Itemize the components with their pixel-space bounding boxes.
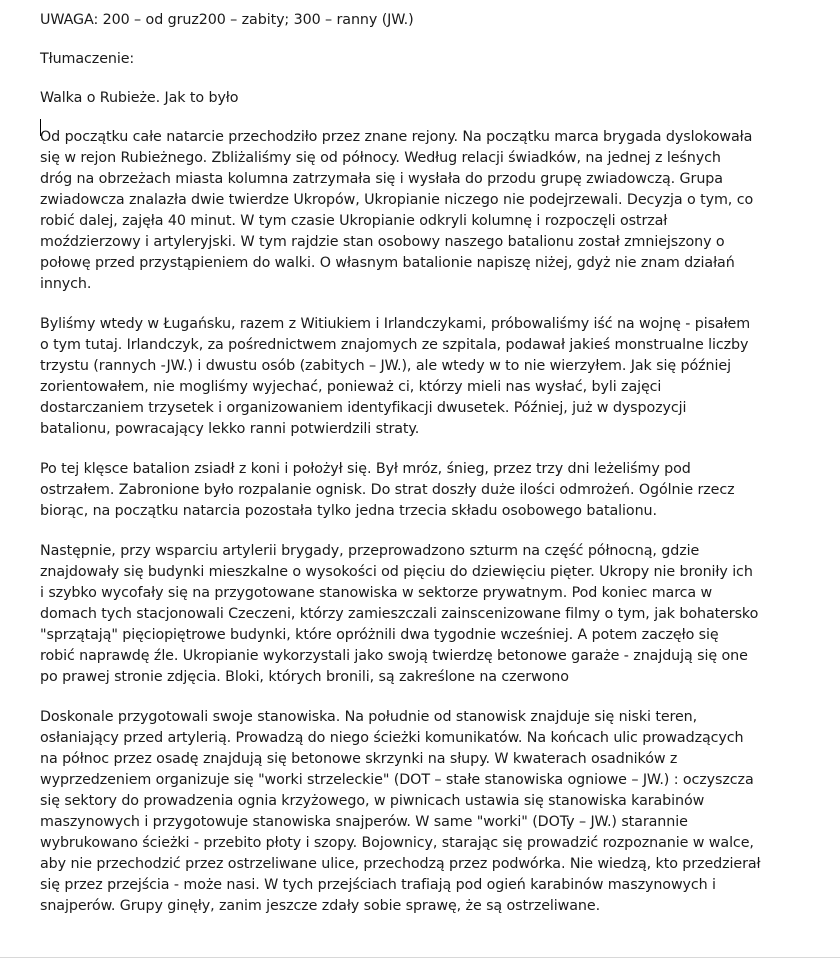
paragraph-line: zwiadowcza znalazła dwie twierdze Ukropów, Ukropianie niczego nie podejrzewali. Decyzja o tym, co — [40, 192, 754, 208]
paragraph-line: innych. — [40, 276, 92, 292]
paragraph-line: dostarczaniem trzysetek i organizowaniem identyfikacji dwusetek. Później, już w dyspozycji — [40, 400, 687, 416]
paragraph-line: zorientowałem, nie mogliśmy wyjechać, ponieważ ci, którzy mieli nas wysłać, byli zajęci — [40, 379, 662, 395]
paragraph-line: Byliśmy wtedy w Ługańsku, razem z Witiukiem i Irlandczykami, próbowaliśmy iść na wojnę - pisałem — [40, 316, 751, 332]
document-body[interactable] — [40, 10, 800, 917]
paragraph-line: Od początku całe natarcie przechodziło przez znane rejony. Na początku marca brygada dyslokowała — [40, 129, 753, 145]
paragraph-line: wybrukowano ścieżki - przebito płoty i szopy. Bojownicy, starając się prowadzić rozpoznanie w walce, — [40, 835, 754, 851]
paragraph-line: maszynowych i przygotowuje stanowiska snajperów. W same "worki" (DOTy – JW.) starannie — [40, 814, 688, 830]
paragraph-line: Następnie, przy wsparciu artylerii brygady, przeprowadzono szturm na część północną, gdzie — [40, 543, 700, 559]
paragraph-line: połowę przed przystąpieniem do walki. O własnym batalionie napiszę niżej, gdyż nie znam działań — [40, 255, 735, 271]
page-bottom-divider — [0, 957, 840, 958]
paragraph-line: snajperów. Grupy ginęły, zanim jeszcze zdały sobie sprawę, że są ostrzeliwane. — [40, 898, 601, 914]
paragraph-line: osłaniający przed artylerią. Prowadzą do niego ścieżki komunikatów. Na końcach ulic prowadzących — [40, 730, 744, 746]
paragraph-line: się przez przejścia - może nasi. W tych przejściach trafiają pod ogień karabinów maszynowych i — [40, 877, 716, 893]
paragraph-2 — [40, 314, 800, 440]
paragraph-line: dróg na obrzeżach miasta kolumna zatrzymała się i wysłała do przodu grupę zwiadowczą. Grupa — [40, 171, 723, 187]
paragraph-line: robić dalej, zajęła 40 minut. W tym czasie Ukropianie odkryli kolumnę i rozpoczęli ostrzał — [40, 213, 668, 229]
translation-label: Tłumaczenie: — [40, 51, 135, 67]
note-line: UWAGA: 200 – od gruz200 – zabity; 300 – ranny (JW.) — [40, 12, 414, 28]
paragraph-line: o tym tutaj. Irlandczyk, za pośrednictwem znajomych ze szpitala, podawał jakieś monstrualne liczby — [40, 337, 749, 353]
paragraph-5 — [40, 707, 800, 917]
paragraph-line: wyprzedzeniem organizuje się "worki strzeleckie" (DOT – stałe stanowiska ogniowe – JW.) : oczyszcza — [40, 772, 754, 788]
paragraph-line: moździerzowy i artyleryjski. W tym rajdzie stan osobowy naszego batalionu został zmniejszony o — [40, 234, 725, 250]
paragraph-line: i szybko wycofały się na przygotowane stanowiska w sektorze prywatnym. Pod koniec marca w — [40, 585, 713, 601]
paragraph-4 — [40, 541, 800, 688]
paragraph-3 — [40, 459, 800, 522]
paragraph-line: aby nie przechodzić przez ostrzeliwane ulice, przechodzą przez podwórka. Nie wiedzą, kto przedzierał — [40, 856, 761, 872]
paragraph-line: batalionu, powracający lekko ranni potwierdzili straty. — [40, 421, 420, 437]
paragraph-line: domach tych stacjonowali Czeczeni, którzy zamieszczali zainscenizowane filmy o tym, jak bohatersko — [40, 606, 759, 622]
paragraph-line: ostrzałem. Zabronione było rozpalanie ognisk. Do strat doszły duże ilości odmrożeń. Ogólnie rzecz — [40, 482, 735, 498]
paragraph-line: Doskonale przygotowali swoje stanowiska. Na południe od stanowisk znajduje się niski teren, — [40, 709, 698, 725]
paragraph-line: po prawej stronie zdjęcia. Bloki, których bronili, są zakreślone na czerwono — [40, 669, 569, 685]
paragraph-1 — [40, 127, 800, 295]
paragraph-line: Po tej klęsce batalion zsiadł z koni i położył się. Był mróz, śnieg, przez trzy dni leżeliśmy pod — [40, 461, 691, 477]
paragraph-line: się sektory do prowadzenia ognia krzyżowego, w piwnicach ustawia się stanowiska karabinów — [40, 793, 705, 809]
paragraph-line: na północ przez osadę znajdują się betonowe skrzynki na słupy. W kwaterach osadników z — [40, 751, 678, 767]
paragraph-line: "sprzątają" pięciopiętrowe budynki, które opróżnili dwa tygodnie wcześniej. A potem zaczęło się — [40, 627, 719, 643]
paragraph-line: znajdowały się budynki mieszkalne o wysokości od pięciu do dziewięciu pięter. Ukropy nie broniły ich — [40, 564, 753, 580]
paragraph-line: się w rejon Rubieżnego. Zbliżaliśmy się od północy. Według relacji świadków, na jednej z leśnych — [40, 150, 721, 166]
paragraph-line: trzystu (rannych -JW.) i dwustu osób (zabitych – JW.), ale wtedy w to nie wierzyłem. Jak się później — [40, 358, 731, 374]
document-title: Walka o Rubieże. Jak to było — [40, 90, 239, 106]
paragraph-line: biorąc, na początku natarcia pozostała tylko jedna trzecia składu osobowego batalionu. — [40, 503, 657, 519]
paragraph-line: robić naprawdę źle. Ukropianie wykorzystali jako swoją twierdzę betonowe garaże - znajdują się one — [40, 648, 748, 664]
